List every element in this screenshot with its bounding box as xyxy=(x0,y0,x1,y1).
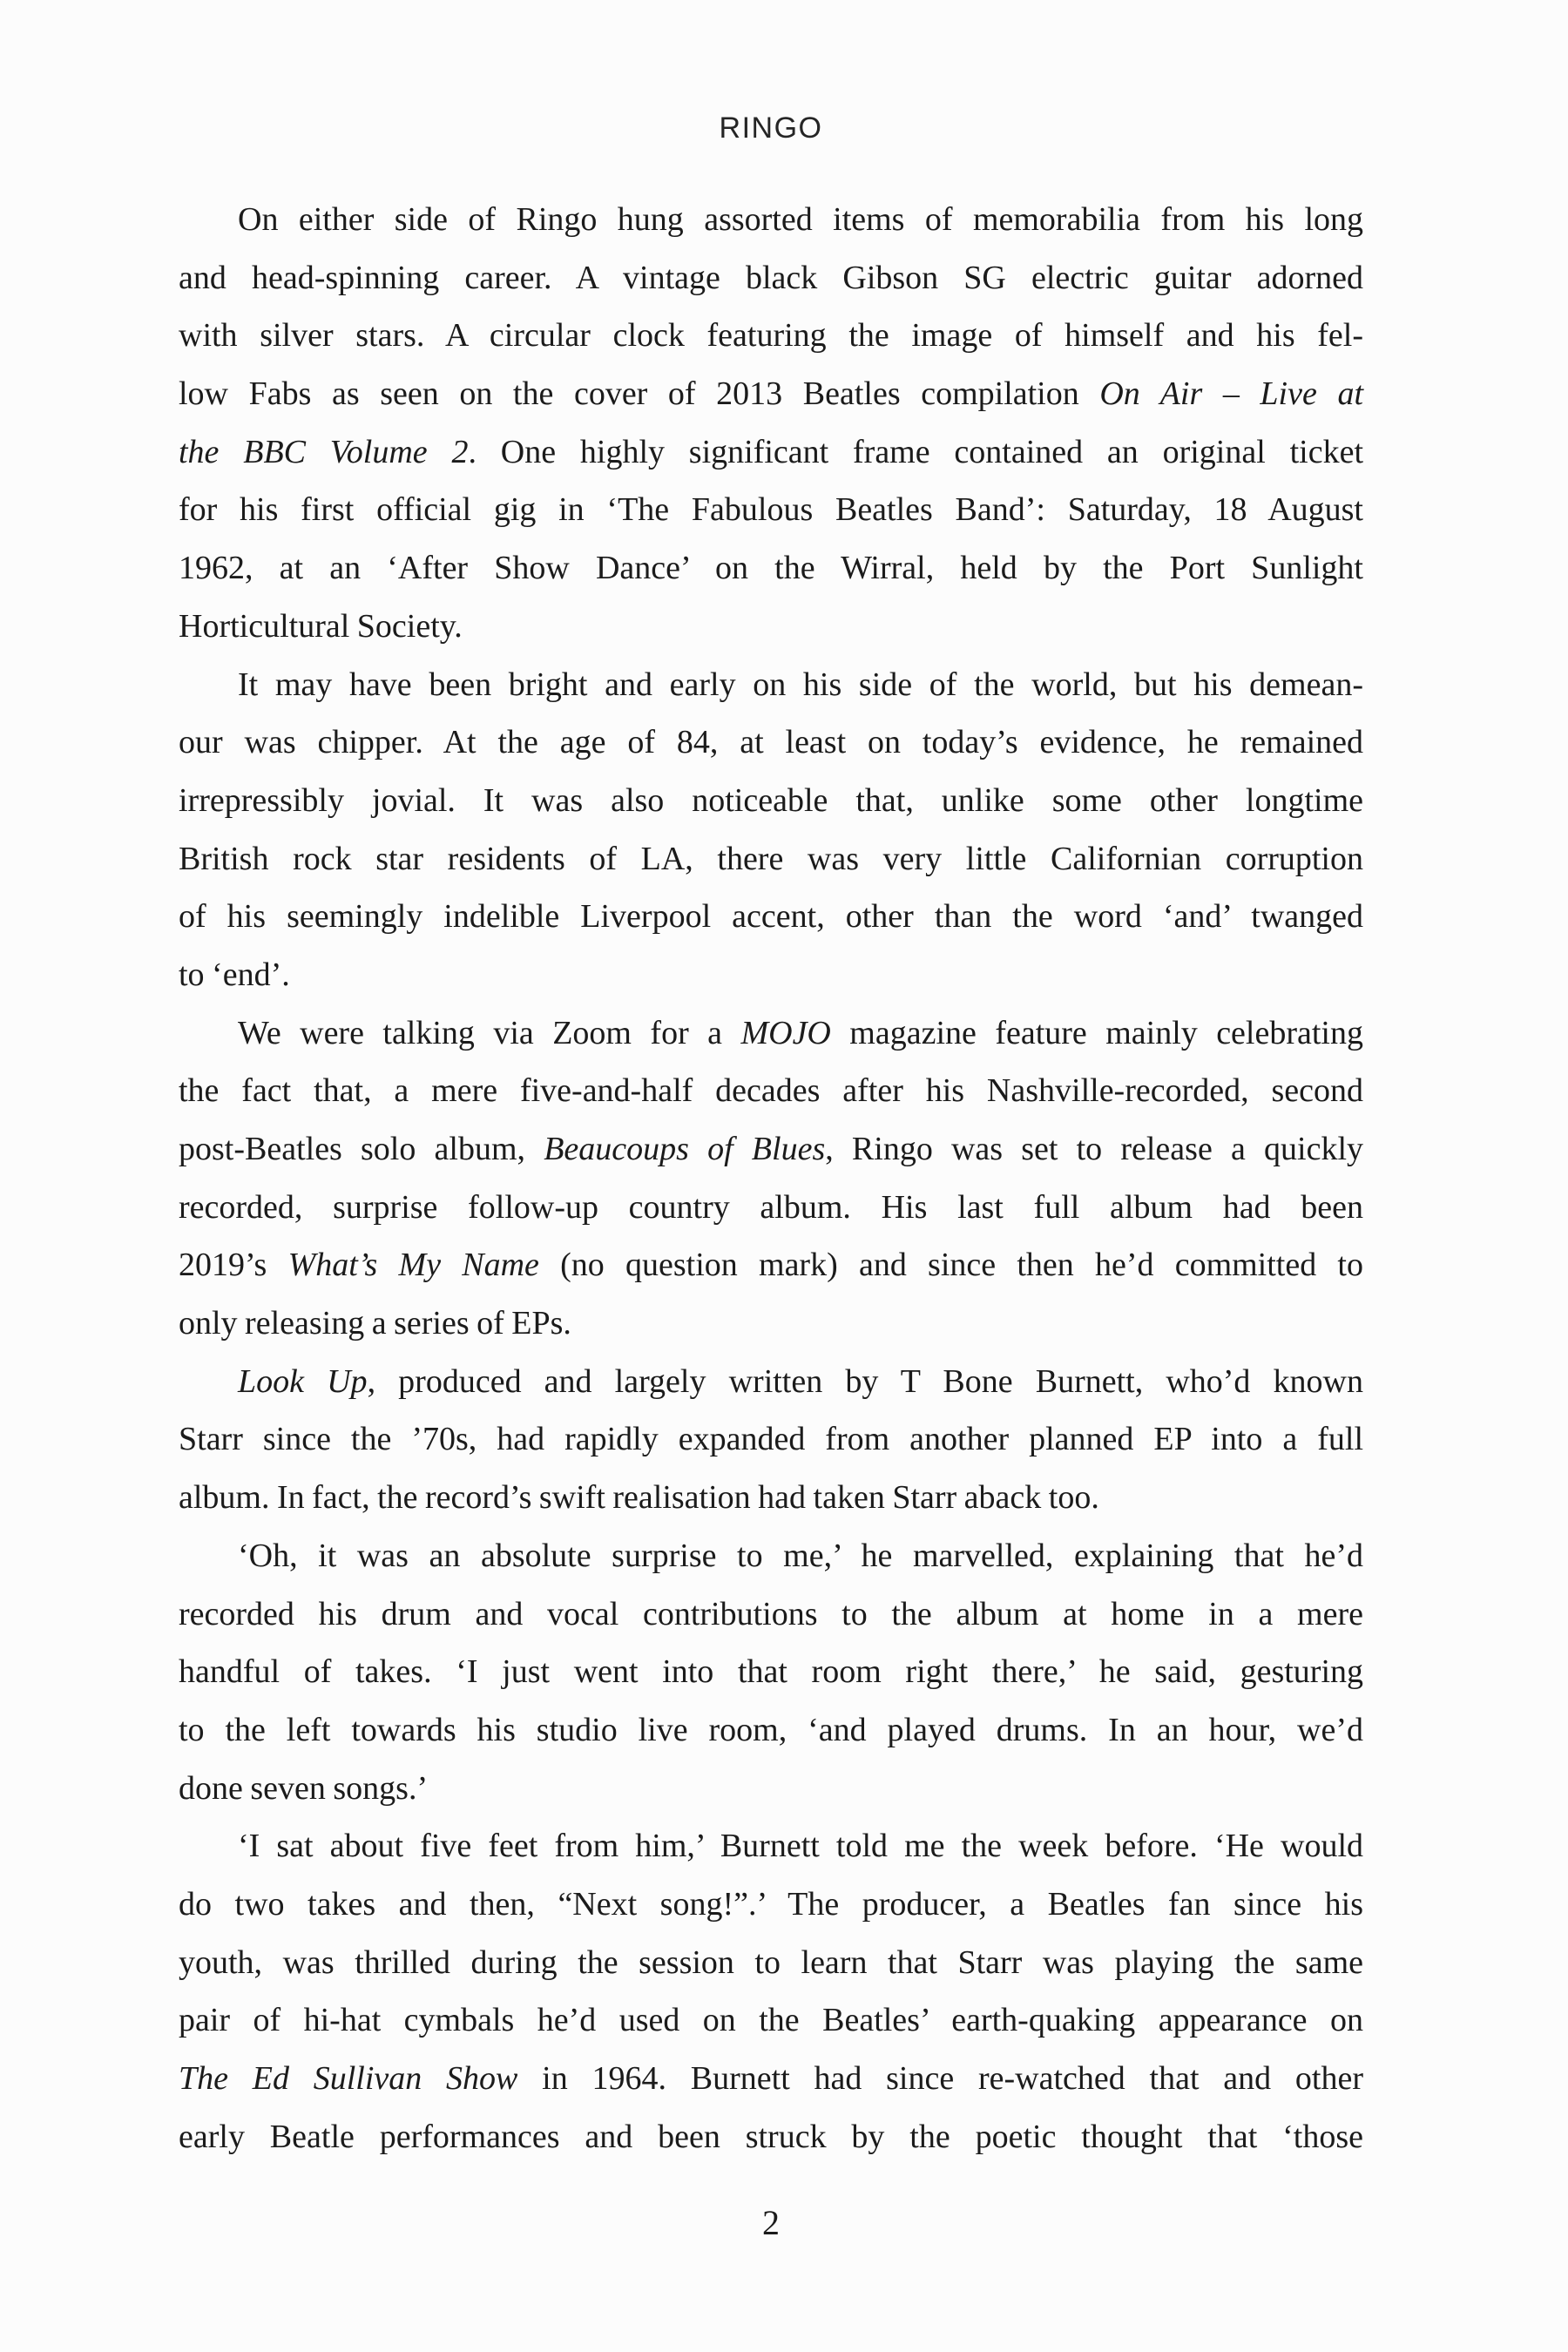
body-text-segment: magazine feature mainly celebrating xyxy=(830,1014,1363,1051)
text-line xyxy=(179,1469,1363,1527)
body-text-segment: It may have been bright and early on his side of the world, but his demean- xyxy=(238,666,1363,703)
text-line xyxy=(179,1934,1363,1992)
body-text-segment: (no question mark) and since then he’d committed to xyxy=(538,1247,1363,1284)
italic-title-text: On Air – Live at xyxy=(1099,375,1363,413)
body-text-segment: only releasing a series of EPs. xyxy=(179,1305,571,1342)
body-text-segment: pair of hi-hat cymbals he’d used on the Beatles’ earth-quaking appearance on xyxy=(179,2002,1363,2039)
body-text-segment: for his first official gig in ‘The Fabulous Beatles Band’: Saturday, 18 August xyxy=(179,491,1363,529)
text-line xyxy=(179,1701,1363,1760)
body-text-segment: , produced and largely written by T Bone Burnett, who’d known xyxy=(367,1362,1363,1400)
text-line xyxy=(179,1120,1363,1179)
page-number: 2 xyxy=(762,2203,780,2242)
body-text-segment: and head-spinning career. A vintage black Gibson SG electric guitar adorned xyxy=(179,259,1363,296)
body-text-segment: do two takes and then, “Next song!”.’ The producer, a Beatles fan since his xyxy=(179,1885,1363,1923)
body-text-segment: in 1964. Burnett had since re-watched that and other xyxy=(517,2060,1363,2097)
text-line xyxy=(179,1991,1363,2050)
body-text-segment: our was chipper. At the age of 84, at least on today’s evidence, he remained xyxy=(179,724,1363,761)
text-line xyxy=(179,2050,1363,2108)
body-text-segment: to the left towards his studio live room, ‘and played drums. In an hour, we’d xyxy=(179,1711,1363,1748)
text-line xyxy=(179,772,1363,830)
text-line xyxy=(179,946,1363,1004)
text-line xyxy=(179,598,1363,656)
body-text-segment: ‘Oh, it was an absolute surprise to me,’ he marvelled, explaining that he’d xyxy=(238,1537,1363,1574)
text-line xyxy=(179,2108,1363,2166)
text-line xyxy=(179,191,1363,249)
text-line xyxy=(179,539,1363,598)
text-line xyxy=(179,423,1363,482)
body-text-segment: early Beatle performances and been struck by the poetic thought that ‘those xyxy=(179,2118,1363,2155)
text-line xyxy=(179,249,1363,308)
text-line xyxy=(179,1876,1363,1934)
text-line xyxy=(179,1062,1363,1120)
body-text-segment: . One highly significant frame contained an original ticket xyxy=(468,433,1363,470)
text-line xyxy=(179,1817,1363,1876)
body-text-segment: recorded, surprise follow-up country album. His last full album had been xyxy=(179,1188,1363,1226)
running-header: RINGO xyxy=(719,112,823,145)
body-text-segment: post-Beatles solo album, xyxy=(179,1131,544,1167)
body-text-segment: irrepressibly jovial. It was also noticeable that, unlike some other longtime xyxy=(179,781,1363,819)
body-text-segment: Starr since the ’70s, had rapidly expanded from another planned EP into a full xyxy=(179,1421,1363,1458)
body-text-segment: album. In fact, the record’s swift realisation had taken Starr aback too. xyxy=(179,1479,1099,1517)
text-line xyxy=(179,1236,1363,1294)
body-text-segment: Horticultural Society. xyxy=(179,607,463,645)
text-line xyxy=(179,1179,1363,1237)
body-text-segment: low Fabs as seen on the cover of 2013 Beatles compilation xyxy=(179,375,1100,413)
italic-title-text: What’s My Name xyxy=(287,1247,539,1284)
body-text-segment: ‘I sat about five feet from him,’ Burnett told me the week before. ‘He would xyxy=(238,1828,1363,1865)
text-line xyxy=(179,481,1363,539)
body-text-segment: done seven songs.’ xyxy=(179,1769,429,1807)
text-line xyxy=(179,1643,1363,1701)
italic-title-text: MOJO xyxy=(740,1014,831,1051)
body-text-segment: 1962, at an ‘After Show Dance’ on the Wirral, held by the Port Sunlight xyxy=(179,550,1363,587)
body-text-segment: , Ringo was set to release a quickly xyxy=(825,1131,1363,1167)
text-line xyxy=(179,1410,1363,1469)
text-line xyxy=(179,1585,1363,1644)
text-line xyxy=(179,713,1363,772)
text-line xyxy=(179,656,1363,714)
body-text-segment: handful of takes. ‘I just went into that room right there,’ he said, gesturing xyxy=(179,1653,1363,1691)
italic-title-text: Look Up xyxy=(238,1362,368,1400)
text-line xyxy=(179,1294,1363,1353)
body-text-segment: 2019’s xyxy=(179,1247,288,1284)
text-line xyxy=(179,1527,1363,1585)
body-text-segment: the fact that, a mere five-and-half decades after his Nashville-recorded, second xyxy=(179,1072,1363,1110)
text-line xyxy=(179,307,1363,365)
text-line xyxy=(179,888,1363,946)
italic-title-text: the BBC Volume 2 xyxy=(179,433,469,470)
body-text-segment: recorded his drum and vocal contributions to the album at home in a mere xyxy=(179,1595,1363,1632)
text-line xyxy=(179,1004,1363,1063)
body-text-segment: youth, was thrilled during the session to learn that Starr was playing the same xyxy=(179,1943,1363,1981)
italic-title-text: Beaucoups of Blues xyxy=(544,1131,826,1167)
body-text-segment: British rock star residents of LA, there was very little Californian corruption xyxy=(179,840,1363,877)
text-line xyxy=(179,830,1363,889)
body-text-segment: We were talking via Zoom for a xyxy=(238,1014,741,1051)
text-line xyxy=(179,365,1363,423)
body-text-segment: of his seemingly indelible Liverpool accent, other than the word ‘and’ twanged xyxy=(179,898,1363,936)
text-line xyxy=(179,1353,1363,1411)
body-text-segment: with silver stars. A circular clock featuring the image of himself and his fel- xyxy=(179,317,1363,355)
text-line xyxy=(179,1760,1363,1818)
body-text-segment: On either side of Ringo hung assorted items of memorabilia from his long xyxy=(238,201,1363,238)
body-text-segment: to ‘end’. xyxy=(179,956,290,993)
italic-title-text: The Ed Sullivan Show xyxy=(179,2060,518,2097)
body-text xyxy=(179,191,1363,2166)
